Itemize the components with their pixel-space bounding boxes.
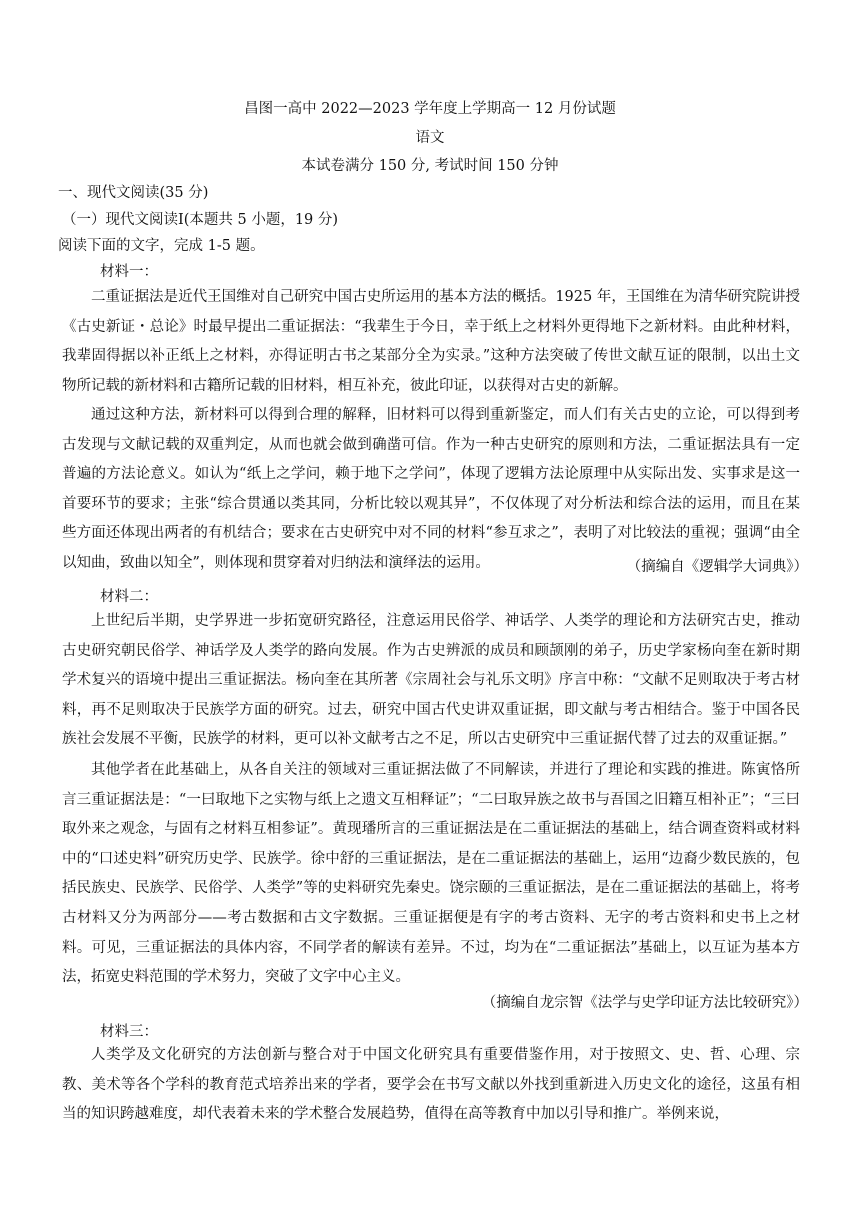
sub-section-heading: （一）现代文阅读Ⅰ(本题共 5 小题，19 分) [62,212,339,228]
material-one-paragraph-1: 二重证据法是近代王国维对自己研究中国古史所运用的基本方法的概括。1925 年，王国维在为清华研究院讲授《古史新证・总论》时最早提出二重证据法：“我辈生于今日，幸于纸上之材料外更得地下之新材料。由此种材料，我辈固得据以补正纸上之材料，亦得证明古书之某部分全为实录。”这种方法突破了传世文献互证的限制，以出土文物所记载的新材料和古籍所记载的旧材料，相互补充，彼此印证，以获得对古史的新解。 [62,289,800,394]
material-one-label: 材料一： [100,264,158,280]
exam-info: 本试卷满分 150 分, 考试时间 150 分钟 [301,158,559,174]
material-two-paragraph-2: 其他学者在此基础上，从各自关注的领域对三重证据法做了不同解读，并进行了理论和实践的推进。陈寅恪所言三重证据法是：“一曰取地下之实物与纸上之遗文互相释证”；“二曰取异族之故书与吾国之旧籍互相补正”；“三曰取外来之观念，与固有之材料互相参证”。黄现璠所言的三重证据法是在二重证据法的基础上，结合调查资料或材料中的“口述史料”研究历史学、民族学。徐中舒的三重证据法，是在二重证据法的基础上，运用“边裔少数民族的，包括民族史、民族学、民俗学、人类学”等的史料研究先秦史。饶宗颐的三重证据法，是在二重证据法的基础上，将考古材料又分为两部分——考古数据和古文字数据。三重证据便是有字的考古资料、无字的考古资料和史书上之材料。可见，三重证据法的具体内容，不同学者的解读有差异。不过，均为在“二重证据法”基础上，以互证为基本方法，拓宽史料范围的学术努力，突破了文字中心主义。 [62,762,800,986]
section-heading: 一、现代文阅读(35 分) [58,185,209,201]
material-two-source: （摘编自龙宗智《法学与史学印证方法比较研究》） [481,995,808,1011]
material-two-paragraph-1: 上世纪后半期，史学界进一步拓宽研究路径，注意运用民俗学、神话学、人类学的理论和方法研究古史，推动古史研究朝民俗学、神话学及人类学的路向发展。作为古史辨派的成员和顾颉刚的弟子，历史学家杨向奎在新时期学术复兴的语境中提出三重证据法。杨向奎在其所著《宗周社会与礼乐文明》序言中称：“文献不足则取决于考古材料，再不足则取决于民族学方面的研究。过去，研究中国古代史讲双重证据，即文献与考古相结合。鉴于中国各民族社会发展不平衡，民族学的材料，更可以补文献考古之不足，所以古史研究中三重证据代替了过去的双重证据。” [62,613,800,748]
material-three-paragraph-1: 人类学及文化研究的方法创新与整合对于中国文化研究具有重要借鉴作用，对于按照文、史、哲、心理、宗教、美术等各个学科的教育范式培养出来的学者，要学会在书写文献以外找到重新进入历史文化的途径，这虽有相当的知识跨越难度，却代表着未来的学术整合发展趋势，值得在高等教育中加以引导和推广。举例来说， [62,1047,800,1123]
material-three-label: 材料三： [100,1024,158,1040]
reading-instruction: 阅读下面的文字，完成 1-5 题。 [58,238,265,254]
material-one-paragraph-2: 通过这种方法，新材料可以得到合理的解释，旧材料可以得到重新鉴定，而人们有关古史的立论，可以得到考古发现与文献记载的双重判定，从而也就会做到确凿可信。作为一种古史研究的原则和方法，二重证据法具有一定普遍的方法论意义。如认为“纸上之学问，赖于地下之学问”，体现了逻辑方法论原理中从实际出发、实事求是这一首要环节的要求；主张“综合贯通以类其同，分析比较以观其异”，不仅体现了对分析法和综合法的运用，而且在某些方面还体现出两者的有机结合；要求在古史研究中对不同的材料“参互求之”，表明了对比较法的重视；强调“由全以知曲，致曲以知全”，则体现和贯穿着对归纳法和演绎法的运用。 [62,407,800,571]
subject-title: 语文 [415,130,445,146]
material-one-source: （摘编自《逻辑学大词典》） [626,559,808,575]
material-two-label: 材料二： [100,589,158,605]
exam-title: 昌图一高中 2022—2023 学年度上学期高一 12 月份试题 [244,101,616,117]
